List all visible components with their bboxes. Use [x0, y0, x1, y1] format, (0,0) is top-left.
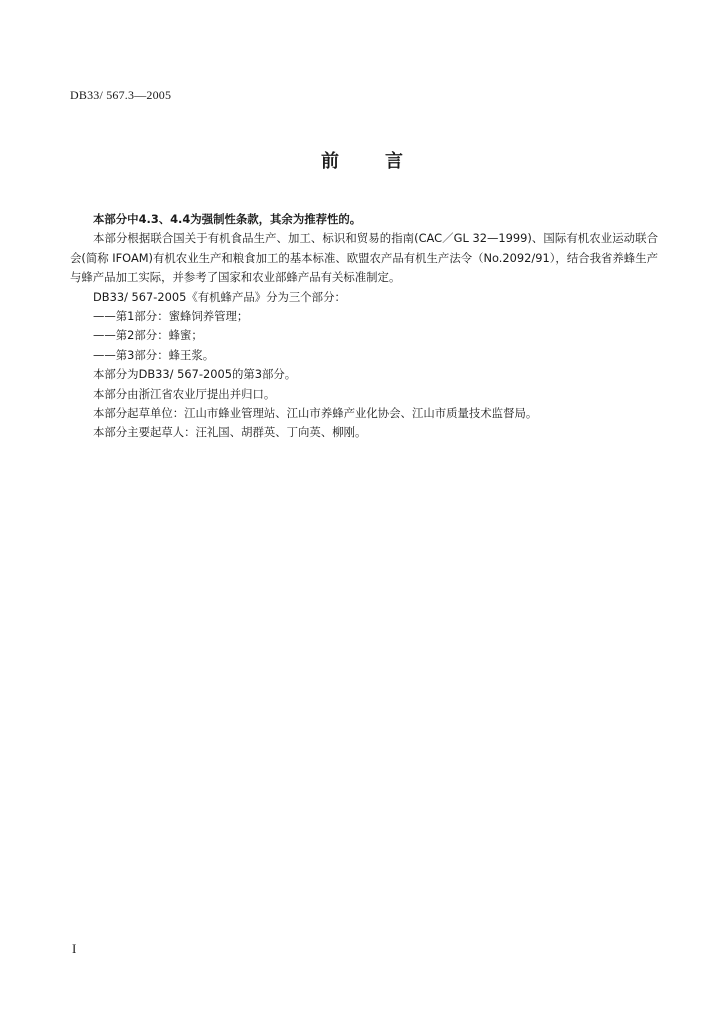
document-code: DB33/ 567.3—2005: [70, 88, 172, 102]
foreword-body: [70, 210, 658, 443]
paragraph-drafting-units: 本部分起草单位：江山市蜂业管理站、江山市养蜂产业化协会、江山市质量技术监督局。: [93, 406, 538, 421]
list-item-part-1: ——第1部分：蜜蜂饲养管理；: [93, 309, 249, 324]
paragraph-proposer: 本部分由浙江省农业厅提出并归口。: [93, 386, 276, 401]
page-number: I: [72, 941, 77, 956]
paragraph-parts-intro: DB33/ 567-2005《有机蜂产品》分为三个部分：: [93, 289, 346, 304]
paragraph-drafters: 本部分主要起草人：汪礼国、胡群英、丁向英、柳刚。: [93, 425, 367, 440]
list-item-part-2: ——第2部分：蜂蜜；: [93, 328, 203, 343]
paragraph-this-part: 本部分为DB33/ 567-2005的第3部分。: [93, 367, 297, 382]
page-title: 前言: [321, 151, 449, 172]
paragraph-basis: 本部分根据联合国关于有机食品生产、加工、标识和贸易的指南(CAC／GL 32—1999)、国际有机农业运动联合会(简称 IFOAM)有机农业生产和粮食加工的基本标准、欧盟农产品有机生产法令（No.2092/91），结合我省养蜂生产与蜂产品加工实际，并参考了国家和农业部蜂产品有关标准制定。: [70, 231, 658, 285]
paragraph-mandatory-clauses: 本部分中4.3、4.4为强制性条款，其余为推荐性的。: [93, 212, 362, 226]
list-item-part-3: ——第3部分：蜂王浆。: [93, 347, 215, 362]
